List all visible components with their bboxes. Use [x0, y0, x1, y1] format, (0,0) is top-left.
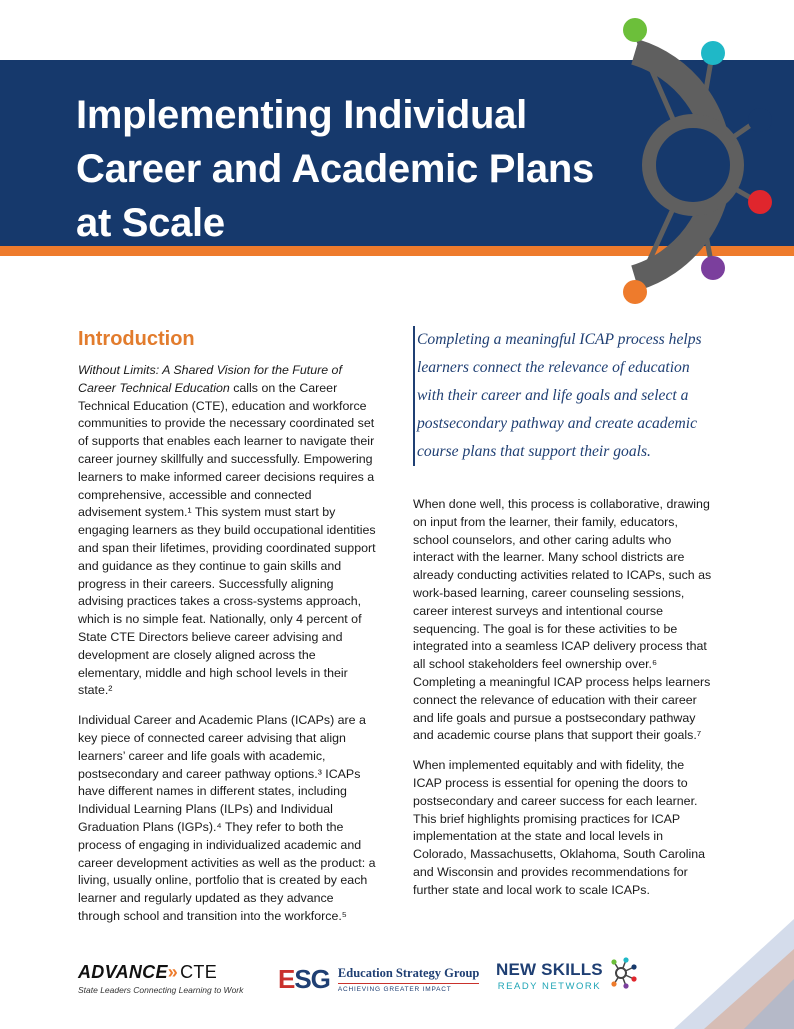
- corner-decoration: [654, 909, 794, 1029]
- new-skills-ready-network-logo: [496, 960, 603, 992]
- esg-logo: [278, 964, 479, 995]
- esg-name: Education Strategy Group: [338, 966, 479, 984]
- advance-cte-logo: [78, 962, 243, 995]
- intro-paragraph-1: [78, 362, 378, 700]
- page-title: Implementing Individual Career and Academic Plans at Scale: [76, 93, 594, 245]
- wheel-dot-green: [623, 18, 647, 42]
- nsrn-wordmark: NEW SKILLS: [496, 960, 603, 979]
- body-paragraph-2: When implemented equitably and with fidelity, the ICAP process is essential for opening the doors to postsecondary and career success for each learner. This brief highlights promising practices for ICAP implementation at the state and local levels in Colorado, Massachusetts, Oklahoma, South Carolina and Wisconsin and provides recommendations for further state and local work to scale ICAPs.: [413, 758, 706, 897]
- pull-quote: Completing a meaningful ICAP process helps learners connect the relevance of education with their career and life goals and select a postsecondary pathway and create academic course plans that support their goals.: [413, 326, 713, 466]
- career-wheel-graphic: [560, 0, 794, 320]
- nsrn-subtitle: READY NETWORK: [497, 981, 602, 992]
- wheel-dot-purple: [701, 256, 725, 280]
- esg-mark: ESG: [278, 964, 330, 994]
- advance-tagline: State Leaders Connecting Learning to Work: [78, 985, 244, 995]
- publication-title: Without Limits: A Shared Vision for the Future of Career Technical Education: [78, 363, 342, 395]
- esg-tagline: ACHIEVING GREATER IMPACT: [337, 986, 452, 993]
- left-column: [78, 326, 378, 938]
- intro-paragraph-1-text: calls on the Career Technical Education (CTE), education and workforce communities to provide the necessary coordinated set of supports that enables each learner to navigate their career journey skillfully and successfully. Empowering learners to make informed career decisions requires a comprehensive, accessible and connected advisement system.¹ This system must start by engaging learners as they build occupational identities and span their lifetimes, providing coordinated support and guidance as they continue to gain skills and progress in their careers. Successfully aligning advising practices takes a cross-systems approach, which is no simple feat. Nationally, only 4 percent of State CTE Directors believe career advising and development are closely aligned across the elementary, middle and high school levels in their state.²: [78, 380, 376, 698]
- advance-wordmark: ADVANCE: [78, 962, 168, 982]
- wheel-dot-orange: [623, 280, 647, 304]
- right-column: [413, 326, 713, 912]
- intro-paragraph-2: Individual Career and Academic Plans (ICAPs) are a key piece of connected career advising that align learners’ career and life goals with academic, postsecondary and career pathway options.³ ICAPs have different names in different states, including Individual Learning Plans (ILPs) and Individual Graduation Plans (IGPs).⁴ They refer to both the process of engaging in individualized academic and career development activities as well as the product: a living, usually online, portfolio that is created by each learner and regularly updated as they advance through school and transition into the workforce.⁵: [78, 713, 376, 923]
- network-node-icon: [609, 956, 639, 990]
- chevron-icon: »: [167, 962, 179, 982]
- cte-wordmark: CTE: [180, 962, 217, 982]
- wheel-dot-red: [748, 190, 772, 214]
- wheel-dot-teal: [701, 41, 725, 65]
- body-paragraph-1: When done well, this process is collaborative, drawing on input from the learner, their family, educators, school counselors, and other caring adults who interact with the learner. Many school districts are already conducting activities related to ICAPs, such as work-based learning, career counseling sessions, career interest surveys and intentional course sequencing. The goal is for these activities to be integrated into a seamless ICAP delivery process that all school stakeholders feel ownership over.⁶ Completing a meaningful ICAP process helps learners connect the relevance of education with their career and life goals and pursue a postsecondary pathway and academic course plans that support their goals.⁷: [413, 497, 712, 743]
- wheel-dot-navy: [748, 108, 772, 132]
- section-heading-introduction: Introduction: [78, 328, 195, 350]
